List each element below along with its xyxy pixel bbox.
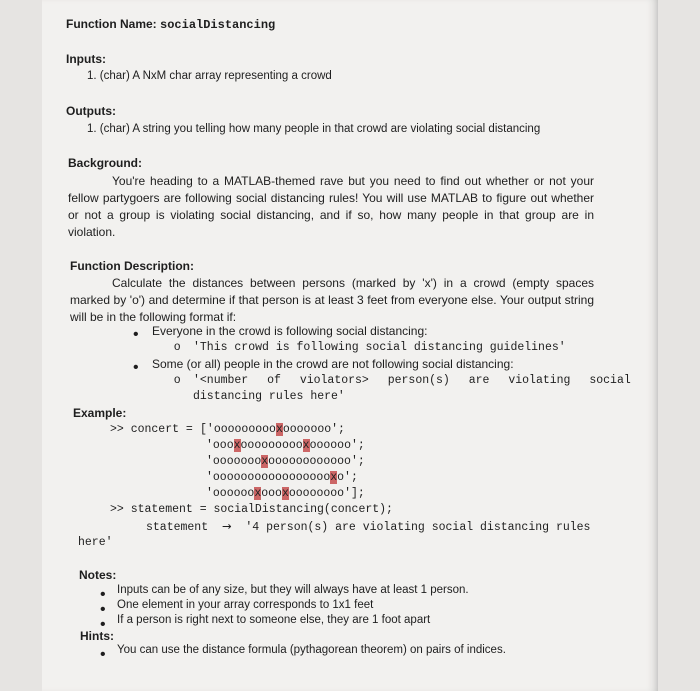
concert-row-5 [206, 487, 365, 500]
hints-heading: Hints: [80, 629, 114, 643]
bullet-dot: • [100, 646, 106, 663]
notes-heading: Notes: [79, 568, 117, 582]
bullet-dot: • [100, 601, 106, 618]
person-cell: x [275, 423, 283, 436]
person-cell: x [302, 439, 310, 452]
row-open: ' [206, 487, 213, 500]
function-name-line [66, 17, 275, 32]
row-empty-cells: ooooooooo [240, 439, 303, 452]
statement-result-text: '4 person(s) are violating social distancing rules [245, 521, 591, 534]
row-empty-cells: ooo [212, 439, 234, 452]
concert-row-1 [200, 423, 345, 436]
row-close: '; [344, 471, 358, 484]
statement-call-text: >> statement = socialDistancing(concert); [110, 503, 393, 516]
outputs-item: 1. (char) A string you telling how many people in that crowd are violating social distancing [87, 123, 541, 135]
person-cell: x [233, 439, 241, 452]
concert-prompt [110, 423, 200, 436]
statement-result-line [146, 519, 590, 534]
row-empty-cells: ooooooo [212, 455, 262, 468]
row-empty-cells: ooooooooooooooooo [212, 471, 331, 484]
row-close: ']; [344, 487, 365, 500]
person-cell: x [261, 455, 269, 468]
sub-bullet-circle: o [174, 341, 181, 353]
description-bullet-2-sub-line1 [193, 374, 631, 387]
statement-label: statement [146, 521, 209, 534]
prompt-text: >> concert = [110, 423, 200, 436]
statement-result-tail: here' [78, 536, 113, 549]
description-bullet-2-sub-line2: distancing rules here' [193, 390, 345, 403]
row-empty-cells: oooooo [309, 439, 351, 452]
description-bullet-2: Some (or all) people in the crowd are not following social distancing: [152, 357, 514, 371]
sub-bullet-circle: o [174, 374, 181, 386]
row-open: ' [206, 439, 213, 452]
bullet-dot: • [133, 359, 139, 376]
bullet-dot: • [133, 326, 139, 343]
concert-row-3 [206, 455, 365, 468]
notes-item-3: If a person is right next to someone else, they are 1 foot apart [117, 614, 431, 626]
row-empty-cells: ooo [261, 487, 282, 500]
background-heading: Background: [68, 156, 143, 170]
person-cell: x [330, 471, 338, 484]
function-name-value: socialDistancing [160, 18, 276, 32]
function-name-label: Function Name: [66, 17, 157, 31]
example-heading: Example: [73, 406, 127, 420]
row-open: ' [206, 471, 213, 484]
inputs-item: 1. (char) A NxM char array representing a crowd [87, 70, 332, 82]
description-bullet-1-sub: 'This crowd is following social distancing guidelines' [193, 341, 566, 354]
hints-item-1: You can use the distance formula (pythagorean theorem) on pairs of indices. [117, 644, 506, 656]
background-text: You're heading to a MATLAB-themed rave but you need to find out whether or not your fellow partygoers are following social distancing rules! You will use MATLAB to figure out whether or not a group is violating social distancing, and if so, how many people in that group are in violation. [68, 174, 594, 239]
bullet-2-sub-text: '<number of violators> person(s) are violating social [193, 374, 631, 387]
row-open: [' [200, 423, 214, 436]
statement-call [110, 503, 393, 516]
concert-row-4 [206, 471, 358, 484]
row-empty-cells: ooooooooo [213, 423, 276, 436]
row-empty-cells: oooooooo [288, 487, 345, 500]
row-empty-cells: oooooo [212, 487, 255, 500]
row-empty-cells: ooooooo [282, 423, 332, 436]
description-heading: Function Description: [70, 259, 194, 273]
inputs-heading: Inputs: [66, 52, 106, 66]
row-close: '; [331, 423, 345, 436]
person-cell: x [254, 487, 262, 500]
row-close: '; [350, 455, 365, 468]
bullet-dot: • [100, 616, 106, 633]
row-empty-cells: oooooooooooo [268, 455, 351, 468]
notes-item-1: Inputs can be of any size, but they will always have at least 1 person. [117, 584, 469, 596]
description-bullet-1: Everyone in the crowd is following social distancing: [152, 324, 428, 338]
concert-row-2 [206, 439, 365, 452]
notes-item-2: One element in your array corresponds to 1x1 feet [117, 599, 374, 611]
description-text: Calculate the distances between persons (marked by 'x') in a crowd (empty spaces marked by 'o') and determine if that person is at least 3 feet from everyone else. Your output string will be in the following format if: [70, 276, 594, 324]
bullet-dot: • [100, 586, 106, 603]
row-close: '; [350, 439, 365, 452]
row-empty-cells: o [337, 471, 345, 484]
row-open: ' [206, 455, 213, 468]
outputs-heading: Outputs: [66, 104, 116, 118]
person-cell: x [281, 487, 289, 500]
arrow-icon: → [221, 519, 232, 533]
